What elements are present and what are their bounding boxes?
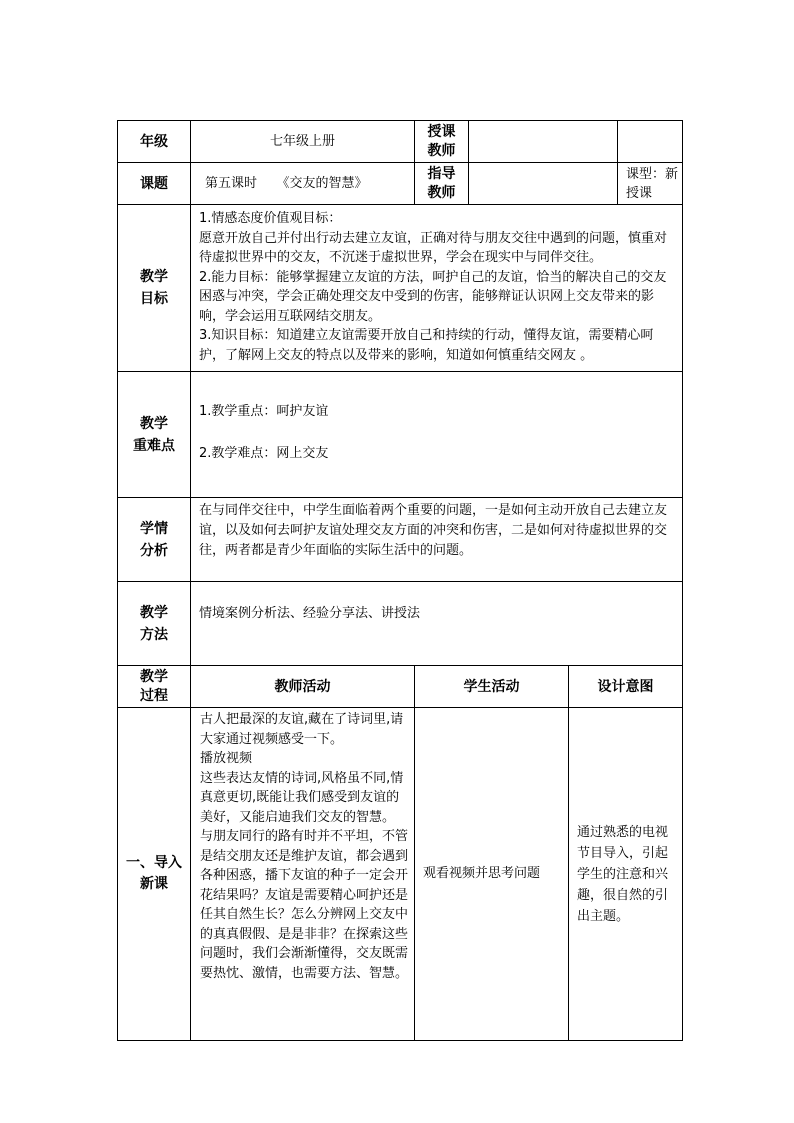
student-activity-header: 学生活动 [463,678,520,695]
intro-design-intent: 通过熟悉的电视节目导入，引起学生的注意和兴趣，很自然的引出主题。 [577,824,669,924]
methods-text: 情境案例分析法、经验分享法、讲授法 [199,606,421,621]
guide-label: 指导 教师 [427,165,456,201]
lesson-type: 课型：新授课 [626,166,679,201]
design-intent-header: 设计意图 [597,678,654,695]
intro-student-activity: 观看视频并思考问题 [423,866,541,882]
teacher-activity-header: 教师活动 [274,678,331,695]
analysis-text: 在与同伴交往中，中学生面临着两个重要的问题，一是如何主动开放自己去建立友谊，以及如何去呵护友谊处理交友方面的冲突和伤害，二是如何对待虚拟世界的交往，两者都是青少年面临的实际生活中的问题。 [199,503,668,558]
process-label: 教学 过程 [140,668,168,704]
methods-content [191,582,682,665]
key-point-1: 1.教学重点：呵护友谊 [199,404,329,419]
objectives-label: 教学 目标 [140,269,168,307]
analysis-label: 学情 分析 [140,520,168,559]
intro-stage-label: 一、导入 新课 [126,855,182,892]
grade-label: 年级 [140,133,168,150]
topic-value: 第五课时 《交友的智慧》 [205,175,368,191]
key-points-content [191,372,682,497]
objectives-text: 1.情感态度价值观目标： 愿意开放自己并付出行动去建立友谊，正确对待与朋友交往中遇到的问题，慎重对待虚拟世界中的交友，不沉迷于虚拟世界，学会在现实中与同伴交往。 2.能力目标：能够掌握建立友谊的方法，呵护自己的友谊，恰当的解决自己的交友困惑与冲突，学会正确处理交友中受到的伤害，能够辩证认识网上交友带来的影响，学会运用互联网结交朋友。 3.知识目标：知道建立友谊需要开放自己和持续的行动，懂得友谊，需要精心呵护，了解网上交友的特点以及带来的影响，知道如何慎重结交网友 。 [199,211,668,363]
teacher-value [469,121,617,162]
key-points-label: 教学 重难点 [133,415,175,454]
key-point-2: 2.教学难点：网上交友 [199,446,329,461]
extra-value [618,121,682,162]
lesson-plan-table [117,120,683,1041]
grade-value: 七年级上册 [269,133,335,149]
topic-label: 课题 [140,175,168,192]
guide-value [469,163,617,204]
intro-teacher-activity: 古人把最深的友谊,藏在了诗词里,请大家通过视频感受一下。 播放视频 这些表达友情的诗词,风格虽不同,情真意更切,既能让我们感受到友谊的美好，又能启迪我们交友的智慧。 与朋友同行的路有时并不平坦，不管是结交朋友还是维护友谊，都会遇到各种困惑，播下友谊的种子一定会开花结果吗？友谊是需要精心呵护还是任其自然生长？怎么分辨网上交友中的真真假假、是是非非？在探索这些问题时，我们会渐渐懂得，交友既需要热忱、激情，也需要方法、智慧。 [200,712,409,981]
methods-label: 教学 方法 [140,604,168,643]
teacher-label: 授课 教师 [427,123,456,159]
